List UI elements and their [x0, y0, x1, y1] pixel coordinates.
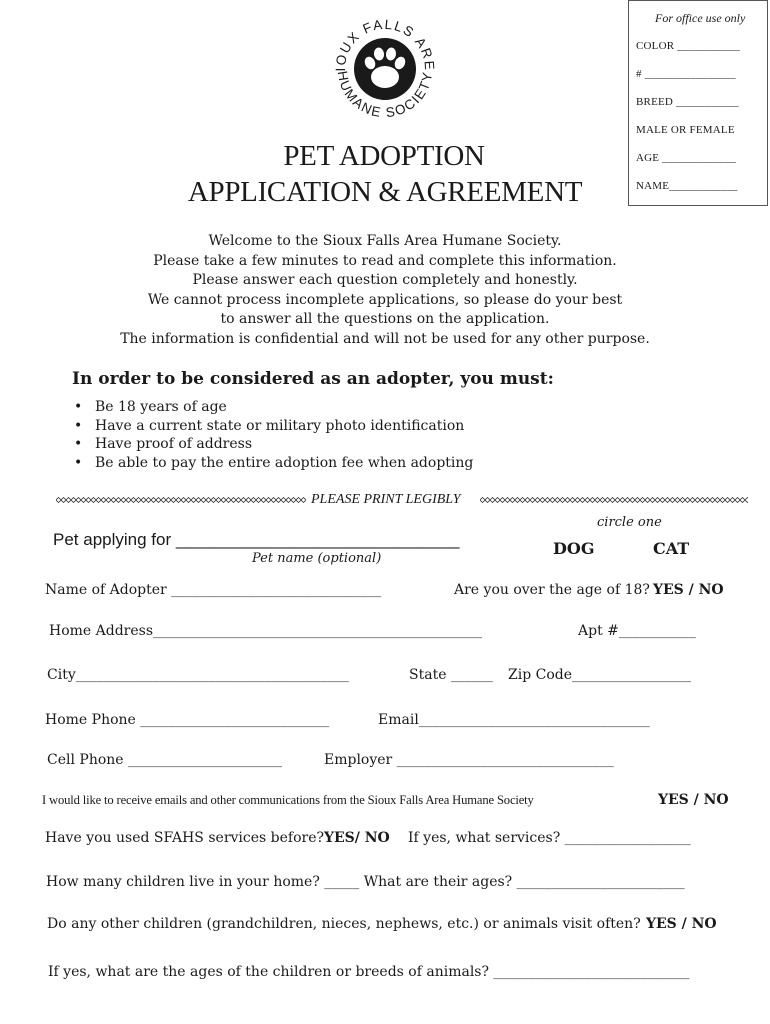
welcome-line: to answer all the questions on the application.	[220, 311, 550, 327]
humane-society-logo	[326, 10, 444, 128]
cat-option[interactable]: CAT	[653, 539, 690, 558]
email-field[interactable]: Email_________________________________	[378, 712, 650, 728]
requirements-list	[72, 398, 473, 472]
welcome-paragraph	[0, 232, 770, 349]
pet-name-note: Pet name (optional)	[252, 551, 382, 566]
page-title-line-2: APPLICATION & AGREEMENT	[187, 176, 583, 208]
welcome-line: We cannot process incomplete applications, so please do your best	[147, 291, 623, 308]
employer-field[interactable]: Employer _______________________________	[324, 752, 614, 768]
requirement-item: • Be able to pay the entire adoption fee when adopting	[72, 454, 473, 473]
requirements-heading: In order to be considered as an adopter, you must:	[72, 369, 554, 389]
zip-code-field[interactable]: Zip Code_________________	[508, 667, 692, 683]
office-use-header: For office use only	[655, 11, 746, 25]
apt-field[interactable]: Apt #___________	[578, 623, 696, 639]
state-field[interactable]: State ______	[409, 667, 493, 683]
office-name-field[interactable]: NAME____________	[636, 180, 738, 192]
cell-phone-field[interactable]: Cell Phone ______________________	[47, 752, 283, 768]
office-number-field[interactable]: # ________________	[636, 68, 736, 80]
welcome-line: Please take a few minutes to read and complete this information.	[153, 252, 617, 269]
requirement-item: • Have proof of address	[72, 435, 473, 454]
adopter-name-field[interactable]: Name of Adopter ______________________________	[45, 582, 382, 598]
sfahs-answer[interactable]: YES/ NO	[324, 830, 390, 846]
circle-one-label: circle one	[597, 515, 662, 530]
sfahs-services-field[interactable]: If yes, what services? __________________	[408, 830, 691, 846]
over-18-question: Are you over the age of 18?	[454, 582, 650, 598]
requirement-item: • Have a current state or military photo identification	[72, 417, 473, 436]
over-18-answer[interactable]: YES / NO	[653, 582, 724, 598]
home-address-field[interactable]: Home Address_______________________________________________	[49, 623, 483, 639]
office-age-field[interactable]: AGE _____________	[636, 152, 737, 164]
office-sex-field[interactable]: MALE OR FEMALE	[636, 124, 735, 136]
children-field[interactable]: How many children live in your home? _____ What are their ages? ________________________	[46, 874, 685, 890]
logo-text-top: IOUX FALLS ARE	[332, 16, 438, 72]
logo-text-bottom: HUMANE SOCIETY	[334, 69, 436, 121]
city-field[interactable]: City_______________________________________	[47, 667, 349, 683]
email-consent-question: I would like to receive emails and other communications from the Sioux Falls Area Humane Society	[42, 793, 534, 807]
sfahs-question: Have you used SFAHS services before?	[45, 830, 325, 846]
diamond-border-left	[56, 497, 306, 503]
print-legibly-divider	[50, 492, 750, 508]
home-phone-field[interactable]: Home Phone ___________________________	[45, 712, 330, 728]
visitors-question: Do any other children (grandchildren, nieces, nephews, etc.) or animals visit often?	[47, 916, 641, 932]
office-color-field[interactable]: COLOR ___________	[636, 40, 740, 52]
diamond-border-right	[480, 497, 748, 503]
office-breed-field[interactable]: BREED ___________	[636, 96, 739, 108]
welcome-line: Welcome to the Sioux Falls Area Humane Society.	[208, 233, 562, 249]
page-title-line-1: PET ADOPTION	[283, 140, 485, 172]
welcome-line: The information is confidential and will not be used for any other purpose.	[120, 330, 650, 347]
visitor-ages-field[interactable]: If yes, what are the ages of the children or breeds of animals? ____________________________	[48, 964, 690, 980]
dog-option[interactable]: DOG	[553, 539, 595, 558]
welcome-line: Please answer each question completely and honestly.	[192, 272, 578, 288]
pet-name-field[interactable]: Pet applying for ______________________________	[53, 530, 460, 549]
email-consent-answer[interactable]: YES / NO	[658, 792, 729, 808]
requirement-item: • Be 18 years of age	[72, 398, 473, 417]
visitors-answer[interactable]: YES / NO	[646, 916, 717, 932]
print-legibly-label: PLEASE PRINT LEGIBLY	[311, 492, 461, 507]
